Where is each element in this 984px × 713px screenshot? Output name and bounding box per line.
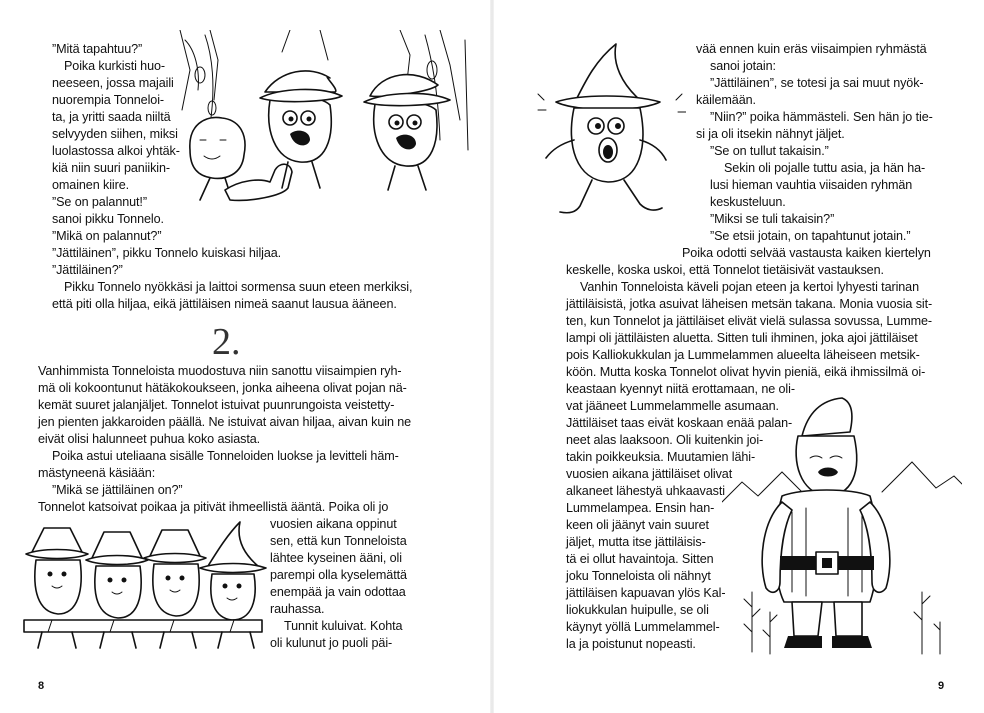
text-line: ”Mikä on palannut?” [52,229,162,243]
tonnelos-on-stools-icon [22,520,267,650]
text-line: alkaneet lähestyä uhkaavasti [566,484,725,498]
page-number: 8 [38,680,45,692]
text-line: ”Se on palannut!” [52,195,147,209]
text-line: omainen kiire. [52,178,129,192]
text-line: parempi olla kyselemättä [270,568,407,582]
text-line: Lummelampea. Ensin han- [566,501,715,515]
text-line: Sekin oli pojalle tuttu asia, ja hän ha- [724,161,926,175]
text-line: jen pienten jakkaroiden päällä. Ne istuivat aivan hiljaa, aivan kuin ne [38,415,412,429]
text-line: vää ennen kuin eräs viisaimpien ryhmästä [696,42,927,56]
text-line: ”Mikä se jättiläinen on?” [52,483,183,497]
text-line: Poika astui uteliaana sisälle Tonneloiden luokse ja levitteli häm- [52,449,399,463]
text-line: jäljet, mutta itse jättiläisis- [566,535,706,549]
text-line: ”Mitä tapahtuu?” [52,42,143,56]
text-line: keskelle, koska uskoi, että Tonnelot tietäisivät vastauksen. [566,263,884,277]
text-line: sen, että kun Tonneloista [270,534,407,548]
text-line: neet alas laaksoon. Oli kuitenkin joi- [566,433,764,447]
text-line: käynyt yöllä Lummelammel- [566,620,720,634]
text-line: Jättiläiset taas eivät koskaan enää palan- [566,416,793,430]
text-line: köön. Mutta koska Tonnelot olivat hyvin pieniä, eikä ihmissilmä oi- [566,365,926,379]
text-line: takin poikkeuksia. Muutamien lähi- [566,450,756,464]
page-number: 9 [938,680,945,692]
text-line: että piti olla hiljaa, eikä jättiläisen nimeä saanut lausua ääneen. [52,297,397,311]
text-line: Poika odotti selvää vastausta kaiken kiertelyn [682,246,931,260]
text-line: kemät suuret jalanjäljet. Tonnelot istuivat puunrungoista veistetty- [38,398,395,412]
text-line: ta, ja yritti saada niiltä [52,110,171,124]
text-line: ”Jättiläinen?” [52,263,123,277]
text-line: ”Se etsii jotain, on tapahtunut jotain.” [710,229,911,243]
tonnelo-creatures-in-cave-icon [170,30,470,218]
text-line: enempää ja vain odottaa [270,585,406,599]
text-line: vat jääneet Lummelammelle asumaan. [566,399,779,413]
text-line: keastaan kyennyt niitä erottamaan, ne oli- [566,382,795,396]
text-line: ”Jättiläinen”, se totesi ja sai muut nyök- [710,76,924,90]
text-line: Vanhin Tonneloista käveli pojan eteen ja kertoi lyhyesti tarinan [580,280,919,294]
right-page [492,0,984,713]
text-line: selvyyden siihen, miksi [52,127,178,141]
text-line: jättiläisen kapuavan ylös Kal- [566,586,726,600]
text-line: eivät olisi halunneet puhua koko asiasta. [38,432,261,446]
text-line: Pikku Tonnelo nyökkäsi ja laittoi sormensa suun eteen merkiksi, [64,280,413,294]
text-line: vuosien aikana oppinut [270,517,397,531]
text-line: Tunnit kuluivat. Kohta [284,619,403,633]
chapter-number: 2. [212,321,241,363]
giant-with-belt-icon [722,392,962,664]
text-line: lähtee kyseinen ääni, oli [270,551,402,565]
text-line: Tonnelot katsoivat poikaa ja pitivät ihmeellistä ääntä. Poika oli jo [38,500,389,514]
text-line: ten, kun Tonnelot ja jättiläiset elivät vielä sulassa sovussa, Lumme- [566,314,932,328]
text-line: sanoi pikku Tonnelo. [52,212,164,226]
text-line: oli kulunut jo puoli päi- [270,636,393,650]
text-line: sanoi jotain: [710,59,776,73]
text-line: vuosien aikana jättiläiset olivat [566,467,733,481]
text-line: keen oli jäänyt vain suuret [566,518,709,532]
text-line: ”Jättiläinen”, pikku Tonnelo kuiskasi hiljaa. [52,246,282,260]
text-line: nuorempia Tonneloi- [52,93,164,107]
text-line: Vanhimmista Tonneloista muodostuva niin sanottu viisaimpien ryh- [38,364,402,378]
text-line: neeseen, jossa majaili [52,76,174,90]
text-line: ”Se on tullut takaisin.” [710,144,829,158]
text-line: tä ei ollut havaintoja. Sitten [566,552,714,566]
text-line: kiä niin suuri paniikin- [52,161,170,175]
text-line: liokukkulan huipulle, se oli [566,603,709,617]
text-line: keskusteluun. [710,195,786,209]
text-line: ”Niin?” poika hämmästeli. Sen hän jo tie- [710,110,933,124]
text-line: käilemään. [696,93,756,107]
text-line: Poika kurkisti huo- [64,59,165,73]
text-line: mä oli kokoontunut hätäkokoukseen, jonka aiheena olivat pojan nä- [38,381,407,395]
text-line: luolastossa alkoi yhtäk- [52,144,180,158]
text-line: la ja poistunut nopeasti. [566,637,696,651]
text-line: rauhassa. [270,602,325,616]
text-line: si ja oli itsekin nähnyt jäljet. [696,127,845,141]
text-line: lampi oli jättiläisten aluetta. Sitten tuli ihminen, joka ajoi jättiläiset [566,331,918,345]
text-line: jättiläisistä, jotka asuivat läheisen metsän takana. Monia vuosia sit- [566,297,933,311]
text-line: mästyneenä käsiään: [38,466,156,480]
scared-tonnelo-with-hat-icon [536,40,686,225]
text-line: pois Kalliokukkulan ja Lummelammen alueelta läheiseen metsik- [566,348,920,362]
text-line: ”Miksi se tuli takaisin?” [710,212,835,226]
text-line: joku Tonneloista oli nähnyt [566,569,711,583]
text-line: lusi hieman vauhtia viisaiden ryhmän [710,178,913,192]
